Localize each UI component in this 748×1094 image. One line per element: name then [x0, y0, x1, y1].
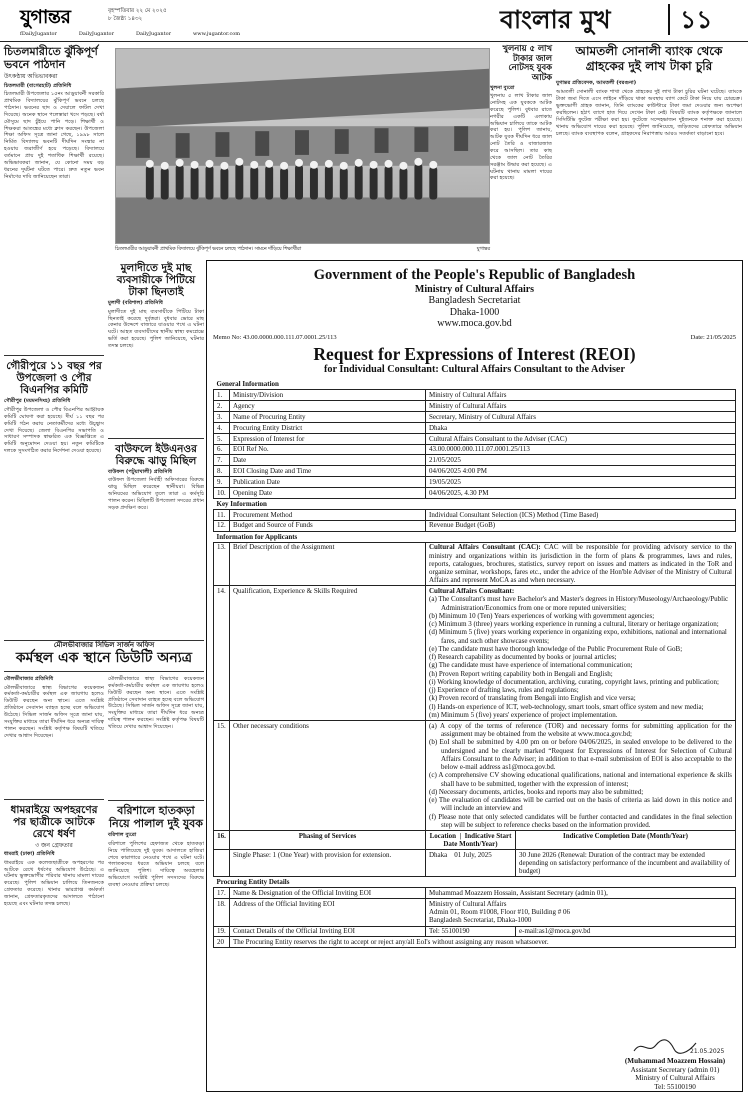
key-info-rows — [214, 509, 736, 531]
headline: মুলাদীতে দুই মাছ ব্যবসায়ীকে পিটিয়ে টাকা ছিনতাই — [116, 262, 196, 299]
list-item: (f) Please note that only selected candidates will be further contacted and candidates in the final selection step will be subject to reference checks based on the information provided. — [429, 812, 732, 829]
row-value: Dhaka — [426, 422, 736, 433]
article-bank-headline: আমতলী সোনালী ব্যাংক থেকে গ্রাহকের দুই লাখ টাকা চুরি — [575, 44, 723, 73]
list-item: (c) A comprehensive CV showing educational qualifications, national and international experience & skills shall have to be submitted, together with the expression of interest; — [429, 771, 732, 788]
photo-caption — [115, 247, 490, 253]
date-line-2: ৮ জৈষ্ঠ্য ১৪৩২ — [108, 15, 143, 22]
signatory-office: Ministry of Cultural Affairs — [635, 1074, 715, 1083]
row-label: Expression of Interest for — [230, 433, 426, 444]
row-value: Secretary, Ministry of Cultural Affairs — [426, 412, 736, 423]
notice-header — [213, 267, 736, 330]
row-label: Name of Procuring Entity — [230, 412, 426, 423]
row-number: 5. — [214, 433, 230, 444]
row-label: EOI Ref No. — [230, 444, 426, 455]
article-body: আমতলী সোনালী ব্যাংক শাখা থেকে গ্রাহকের দুই লাখ টাকা চুরির ঘটনা ঘটেছে। ব্যাংকে টাকা জমা দিতে এসে লাইনে দাঁড়িয়ে থাকা অবস্থায় ব্যাগ কেটে টাকা নিয়ে যায় চোরচক্র। ভুক্তভোগী গ্রাহক জানান, তিনি ব্যাংকের কাউন্টারে টাকা জমা দেওয়ার জন্য অপেক্ষা করছিলেন। হঠাৎ ব্যাগে হাত দিয়ে দেখেন টাকা নেই। বিষয়টি ব্যাংক কর্তৃপক্ষকে জানালে সিসিটিভি ফুটেজ পরীক্ষা করা হয়। ফুটেজে সন্দেহভাজন দুইজনকে শনাক্ত করা হয়েছে। থানায় অভিযোগ দায়ের করা হয়েছে। পুলিশ জানিয়েছে, জড়িতদের গ্রেফতারে অভিযান চলছে। ব্যাংক ব্যবস্থাপক বলেন, গ্রাহকদের নিরাপত্তায় আরও সতর্কতা বাড়ানো হবে। — [556, 89, 742, 138]
list-item: (j) Experience of drafting laws, rules and regulations; — [429, 686, 579, 695]
row-label: The Procuring Entity reserves the right to accept or reject any/all EoI's without assigning any reason whatsoever. — [230, 937, 736, 948]
byline: গৌরীপুর (ময়মনসিংহ) প্রতিনিধি — [4, 398, 71, 405]
headline: গৌরীপুরে ১১ বছর পর উপজেলা ও পৌর বিএনপির কমিটি — [6, 360, 102, 397]
article-muladi-fish-traders — [108, 262, 204, 434]
table-row — [214, 422, 736, 433]
article-body-continued: মৌলভীবাজারে স্বাস্থ্য বিভাগের কয়েকজন কর্মকর্তা-কর্মচারীর কর্মস্থল এক জায়গায় হলেও ডিউটি করছেন অন্য স্থানে। এতে সংশ্লিষ্ট প্রতিষ্ঠানে সেবাদান ব্যাহত হচ্ছে বলে অভিযোগ উঠেছে। সিভিল সার্জন অফিস সূত্রে জানা যায়, সংযুক্তির মাধ্যমে তারা দীর্ঘদিন ধরে অন্যত্র দায়িত্ব পালন করছেন। সংশ্লিষ্ট কর্তৃপক্ষ বিষয়টি খতিয়ে দেখার আশ্বাস দিয়েছেন। — [108, 676, 204, 731]
row-value: 04/06/2025, 4.30 PM — [426, 487, 736, 498]
memo-row — [213, 334, 736, 342]
school-photo-image — [116, 49, 489, 243]
headline: বাউফলে ইউএনওর বিরুদ্ধে ঝাড়ু মিছিল — [115, 442, 197, 467]
section-title: বাংলার মুখ — [500, 5, 611, 34]
row-value: 43.00.0000.000.111.07.0001.25/113 — [426, 444, 736, 455]
table-row — [214, 937, 736, 948]
list-item: (d) Minimum 5 (five) years working experience in organizing expo, exhibitions, national and international fares, and such other showcase events; — [429, 628, 727, 645]
social-links — [20, 31, 450, 37]
table-row — [214, 888, 736, 899]
table-row — [214, 433, 736, 444]
qualification-list — [429, 595, 732, 719]
table-row — [214, 390, 736, 401]
row-label: Agency — [230, 401, 426, 412]
reoi-notice — [206, 260, 743, 1092]
lower-left-column — [4, 676, 104, 1090]
list-item: (l) Hands-on experience of ICT, web-technology, smart tools, smart office system and new media; — [429, 702, 704, 711]
facebook-link[interactable]: fDailyJugantor — [20, 31, 57, 37]
headline: বরিশালে হাতকড়া নিয়ে পালাল দুই যুবক — [109, 804, 203, 830]
list-item: (m) Minimum 5 (five) years' experience of project implementation. — [429, 710, 618, 719]
notice-date: Date: 21/05/2025 — [690, 333, 736, 341]
memo-number: Memo No: 43.00.0000.000.111.07.0001.25/113 — [213, 333, 337, 341]
signatory-designation: Assistant Secretary (admin 01) — [630, 1065, 720, 1074]
byline: যুগান্তর প্রতিবেদক, আমতলী (বরগুনা) — [556, 80, 637, 86]
signature-icon — [630, 1037, 725, 1057]
row-value: Ministry of Cultural Affairs — [426, 390, 736, 401]
row-number: 18. — [214, 899, 230, 926]
row-value: 21/05/2025 — [426, 455, 736, 466]
list-item: (k) Proven record of translating from Bengali into English and vice versa; — [429, 694, 636, 703]
list-item: (i) Working knowledge of documentation, archiving, curating, copyright laws, printing and publication; — [429, 677, 719, 686]
notice-subtitle: for Individual Consultant: Cultural Affairs Consultant to the Adviser — [324, 364, 625, 376]
row-number: 8. — [214, 466, 230, 477]
row-label: Budget and Source of Funds — [230, 520, 426, 531]
byline: চিতলমারী (বাগেরহাট) প্রতিনিধি — [4, 82, 72, 89]
row-number: 4. — [214, 422, 230, 433]
table-row — [214, 466, 736, 477]
list-item: (c) Minimum 3 (three) years working experience in running a cultural, literary or heritage organization; — [429, 620, 719, 629]
instagram-link[interactable]: DailyJugantor — [135, 31, 172, 37]
byline: খুলনা ব্যুরো — [490, 84, 515, 91]
article-body: বাউফল উপজেলা নির্বাহী অফিসারের বিরুদ্ধে ঝাড়ু মিছিল করেছেন স্থানীয়রা। বিভিন্ন অনিয়মের অভিযোগ তুলে তারা এ কর্মসূচি পালন করেন। মিছিলটি উপজেলা সদরের প্রধান সড়ক প্রদক্ষিণ করে। — [108, 477, 204, 511]
table-row — [214, 520, 736, 531]
article-body: ধামরাইয়ে এক কলেজছাত্রীকে অপহরণের পর আটকে রেখে ধর্ষণের অভিযোগ উঠেছে। এ ঘটনায় ভুক্তভোগীর পরিবার থানায় মামলা দায়ের করেছে। পুলিশ অভিযান চালিয়ে তিনজনকে গ্রেফতার করেছে। থানার ভারপ্রাপ্ত কর্মকর্তা জানান, গ্রেফতারকৃতদের আদালতে পাঠানো হয়েছে এবং ঘটনার তদন্ত চলছে। — [4, 859, 104, 907]
table-row — [214, 455, 736, 466]
row-number: 9. — [214, 477, 230, 488]
byline: মুলাদী (বরিশাল) প্রতিনিধি — [108, 300, 163, 307]
reoi-table — [213, 379, 736, 948]
row-number: 11. — [214, 509, 230, 520]
newspaper-logo: যুগান্তর — [20, 6, 71, 28]
row-number: 7. — [214, 455, 230, 466]
list-item: (b) Minimum 10 (Ten) Years experiences of working with government agencies; — [429, 611, 655, 620]
condition-list — [429, 722, 732, 829]
row-label: EOI Closing Date and Time — [230, 466, 426, 477]
row-number: 17. — [214, 888, 230, 899]
row-number: 6. — [214, 444, 230, 455]
table-row — [214, 444, 736, 455]
byline: মৌলভীবাজার প্রতিনিধি — [4, 676, 54, 682]
government-name: Government of the People's Republic of Bangladesh — [313, 267, 636, 283]
row-label: Opening Date — [230, 487, 426, 498]
row-label: Name & Designation of the Official Inviting EOI — [230, 888, 426, 899]
table-row — [214, 899, 736, 926]
byline: বাউফল (পটুয়াখালী) প্রতিনিধি — [108, 468, 172, 475]
row-number: 1. — [214, 390, 230, 401]
list-item: (a) The Consultant's must have Bachelor's and Master's degrees in History/Museology/Archaeology/Public Administration/Economics from one or more reputed universities; — [429, 595, 729, 612]
article-body: গৌরীপুর উপজেলা ও পৌর বিএনপির আহ্বায়ক কমিটি ঘোষণা করা হয়েছে। দীর্ঘ ১১ বছর পর কমিটি গঠন করায় নেতাকর্মীদের মধ্যে উচ্ছ্বাস দেখা দিয়েছে। জেলা বিএনপির সভাপতি ও সাধারণ সম্পাদক স্বাক্ষরিত এক বিজ্ঞপ্তিতে এ কমিটি অনুমোদন দেওয়া হয়। নতুন কমিটিকে দলকে সুসংগঠিত করার নির্দেশনা দেওয়া হয়েছে। — [4, 406, 104, 455]
subhead: ৩ জন গ্রেফতার — [35, 841, 73, 849]
article-body: মুলাদীতে দুই মাছ ব্যবসায়ীকে পিটিয়ে টাকা ছিনতাই করেছে দুর্বৃত্তরা। বুধবার ভোরে মাছ কেনার উদ্দেশে বাজারে যাওয়ার পথে এ ঘটনা ঘটে। আহত ব্যবসায়ীদের স্থানীয় স্বাস্থ্য কমপ্লেক্সে ভর্তি করা হয়েছে। পুলিশ জানিয়েছে, ঘটনার তদন্ত চলছে। — [108, 308, 204, 349]
headline: চিতলমারীতে ঝুঁকিপূর্ণ ভবনে পাঠদান — [4, 45, 98, 71]
table-row-14: 14. Qualification, Experience & Skills Required Cultural Affairs Consultant: (a) The Consultant's must have Bachelor's and Master's degrees in History/Museology/Archaeology/Public Administration/Economics from one or more reputed universities; (b) Minimum 10 (Ten) Years experiences of working with government agencies; (c) Minimum 3 (three) years working experience in running a cultural, literary or heritage organization; (d) Minimum 5 (five) years working experience in organizing expo, exhibitions, national and international fares, and such other showcase events; (e) The candidate must have thorough knowledge of the Public Procurement Rule of GoB; (f) Research capability as documented by books or journal articles; (g) The candidate must have experience of international communication; (h) Proven Report writing capability both in Bengali and English; (i) Working knowledge of documentation, archiving, curating, copyright laws, printing and publication; (j) Experience of drafting laws, rules and regulations; (k) Proven record of translating from Bengali into English and vice versa; (l) Hands-on experience of ICT, web-technology, smart tools, smart office system and new media; (m) Minimum 5 (five) years' experience of project implementation. — [214, 586, 736, 721]
row-label: Date — [230, 455, 426, 466]
article-body: বরিশালে পুলিশের হেফাজত থেকে হাতকড়া নিয়ে পালিয়েছে দুই যুবক। আদালতে হাজিরা শেষে কারাগারে নেওয়ার পথে এ ঘটনা ঘটে। পলাতকদের ধরতে অভিযান চলছে বলে জানিয়েছে পুলিশ। দায়িত্বে অবহেলার অভিযোগে সংশ্লিষ্ট পুলিশ সদস্যদের বিরুদ্ধে ব্যবস্থা নেওয়ার প্রক্রিয়া চলছে। — [108, 840, 204, 888]
photo-credit: যুগান্তর — [476, 247, 490, 252]
article-gouripur — [4, 360, 104, 607]
article-moulvibazar — [4, 676, 104, 795]
section-heading: Key Information — [216, 499, 267, 508]
table-row — [214, 477, 736, 488]
assignment-description: Cultural Affairs Consultant (CAC): CAC will be responsible for providing advisory service to the ministry and organizations within its jurisdiction in the form of plans & programmes, laws and rules, reports, catalogues, brochures, statistics, survey report on issues and matters as indicated in the ToR and organize seminar, workshops, fares etc., under the advice of the Hon'ble Adviser of the Ministry of Cultural Affairs and represent MoCA as and when necessary. — [426, 542, 736, 586]
row-value: 04/06/2025 4:00 PM — [426, 466, 736, 477]
notice-title: Request for Expressions of Interest (REOI) — [313, 343, 636, 364]
twitter-link[interactable]: DailyJugantor — [78, 31, 114, 37]
website-link[interactable]: www.jugantor.com — [193, 31, 241, 37]
row-value: Cultural Affairs Consultant to the Adviser (CAC) — [426, 433, 736, 444]
table-row-16: Single Phase: 1 (One Year) with provision for extension. Dhaka 01 July, 2025 30 June 2026 (Renewal: Duration of the contract may be extended depending on satisfactory performance of the incumbent and availability of budget) — [214, 849, 736, 876]
list-item: (a) A copy of the terms of reference (TOR) and necessary forms for submitting application for the assignment may be obtained from the website at www.moca.gov.bd; — [429, 721, 732, 739]
list-item: (g) The candidate must have experience of international communication; — [429, 661, 633, 670]
row-number: 12. — [214, 520, 230, 531]
moulvibazar-banner — [4, 640, 204, 672]
list-item: (h) Proven Report writing capability both in Bengali and English; — [429, 669, 613, 678]
lower-mid-column — [108, 676, 204, 1090]
table-row — [214, 412, 736, 423]
row-value: Revenue Budget (GoB) — [426, 520, 736, 531]
signature-scribble — [611, 1037, 739, 1057]
subhead: উৎকণ্ঠায় অভিভাবকরা — [4, 73, 58, 81]
divider — [4, 355, 104, 356]
article-bank — [556, 80, 742, 260]
table-row — [214, 487, 736, 498]
left-column — [4, 46, 104, 636]
table-row-13: 13. Brief Description of the Assignment Cultural Affairs Consultant (CAC): CAC will be responsible for providing advisory service to the ministry and organizations within its jurisdiction in the form of plans & programmes, laws and rules, reports, catalogues, brochures, statistics, survey report on issues and matters as indicated in the ToR and organize seminar, workshops, fares etc., under the advice of the Hon'ble Adviser of the Ministry of Cultural Affairs and represent MoCA as and when necessary. — [214, 542, 736, 586]
masthead — [0, 0, 748, 42]
signatory-name: (Muhammad Moazzem Hossain) — [624, 1057, 726, 1065]
row-number: 2. — [214, 401, 230, 412]
website[interactable]: www.moca.gov.bd — [437, 318, 512, 330]
secretariat: Bangladesh Secretariat — [428, 295, 521, 307]
article-body: মৌলভীবাজারে স্বাস্থ্য বিভাগের কয়েকজন কর্মকর্তা-কর্মচারীর কর্মস্থল এক জায়গায় হলেও ডিউটি করছেন অন্য স্থানে। এতে সংশ্লিষ্ট প্রতিষ্ঠানে সেবাদান ব্যাহত হচ্ছে বলে অভিযোগ উঠেছে। সিভিল সার্জন অফিস সূত্রে জানা যায়, সংযুক্তির মাধ্যমে তারা দীর্ঘদিন ধরে অন্যত্র দায়িত্ব পালন করছেন। সংশ্লিষ্ট কর্তৃপক্ষ বিষয়টি খতিয়ে দেখার আশ্বাস দিয়েছেন। — [4, 684, 104, 739]
row-value: 19/05/2025 — [426, 477, 736, 488]
row-label: Ministry/Division — [230, 390, 426, 401]
banner-line-1: মৌলভীবাজার সিভিল সার্জন অফিস — [53, 640, 155, 649]
list-item: (b) EoI shall be submitted by 4.00 pm on or before 04/06/2025, in sealed envelope to be delivered to the undersigned and be clearly marked “Request for Expressions of Interest for Selection of Cultural Affairs Consultant to the Adviser; in addition to that e-mail submission of EOI is also acceptable to the below e-mail address as1@moca.gov.bd. — [429, 738, 732, 772]
procuring-rows — [214, 888, 736, 948]
article-body: খুলনায় ৫ লাখ টাকার জাল নোটসহ এক যুবককে আটক করেছে পুলিশ। বুধবার রাতে নগরীর একটি এলাকায় অভিযান চালিয়ে তাকে আটক করা হয়। পুলিশ জানায়, আটক যুবক দীর্ঘদিন ধরে জাল নোট তৈরি ও বাজারজাত করে আসছিল। তার কাছ থেকে জাল নোট তৈরির সরঞ্জাম উদ্ধার করা হয়েছে। এ ঘটনায় থানায় মামলা দায়ের করা হয়েছে। — [490, 93, 552, 182]
caption-text: চিতলমারীর আড়ুয়াবর্নী প্রাথমিক বিদ্যালয়ে ঝুঁকিপূর্ণ ভবনে চলছে পাঠদান। সামনে দাঁড়িয়ে শিক্ষার্থীরা — [115, 247, 302, 252]
list-item: (e) The candidate must have thorough knowledge of the Public Procurement Rule of GoB; — [429, 644, 683, 653]
row-value: Ministry of Cultural Affairs Admin 01, Room #1008, Floor #10, Building # 06 Bangladesh Secretariat, Dhaka-1000 — [426, 899, 736, 926]
banner-line-2: কর্মস্থল এক স্থানে ডিউটি অন্যত্র — [15, 649, 193, 666]
table-row — [214, 509, 736, 520]
byline: বরিশাল ব্যুরো — [108, 832, 137, 839]
city: Dhaka-1000 — [449, 306, 500, 318]
row-value: Individual Consultant Selection (ICS) Method (Time Based) — [426, 509, 736, 520]
table-row-16-header: 16. Phasing of Services Location | Indicative Start Date Month/Year) Indicative Completion Date (Month/Year) — [214, 830, 736, 849]
news-photo-school — [115, 48, 490, 244]
ministry-name: Ministry of Cultural Affairs — [414, 283, 535, 295]
list-item: (e) The evaluation of candidates will be carried out on the basis of criteria as laid down in this notice and will include an interview and — [429, 796, 732, 813]
article-khulna — [490, 44, 552, 256]
general-info-rows — [214, 390, 736, 498]
mid-column — [108, 262, 204, 642]
signatory-tel: Tel: 55100190 — [654, 1082, 696, 1091]
list-item: (f) Research capability as documented by books or journal articles; — [429, 653, 617, 662]
row-value-email[interactable]: e-mail:as1@moca.gov.bd — [516, 926, 736, 937]
row-label: Procurement Method — [230, 509, 426, 520]
divider — [4, 799, 104, 800]
row-number: 20 — [214, 937, 230, 948]
date-line-1: বৃহস্পতিবার ২২ মে ২০২৫ — [108, 8, 167, 14]
section-heading: Procuring Entity Details — [216, 878, 290, 887]
row-label: Address of the Official Inviting EOI — [230, 899, 426, 926]
article-chitalmari — [4, 46, 104, 351]
byline: ধামরাই (ঢাকা) প্রতিনিধি — [4, 851, 55, 858]
row-label: Contact Details of the Official Inviting EOI — [230, 926, 426, 937]
table-row — [214, 926, 736, 937]
headline: খুলনায় ৫ লাখ টাকার জাল নোটসহ যুবক আটক — [502, 43, 552, 82]
table-row-15: 15. Other necessary conditions (a) A copy of the terms of reference (TOR) and necessary forms for submitting application for the assignment may be obtained from the website at www.moca.gov.bd; (b) EoI shall be submitted by 4.00 pm on or before 04/06/2025, in sealed envelope to be delivered to the undersigned and be clearly marked “Request for Expressions of Interest for Selection of Cultural Affairs Consultant to the Adviser; in addition to that e-mail submission of EOI is also acceptable to the below e-mail address as1@moca.gov.bd. (c) A comprehensive CV showing educational qualifications, national and international experience & skills shall have to be submitted, together with the expression of interest; (d) Necessary documents, articles, books and reports may also be submitted; (e) The evaluation of candidates will be carried out on the basis of criteria as laid down in this notice and will include an interview and (f) Please note that only selected candidates will be further contacted and candidates in the final selection step will be subject to reference checks based on the information provided. — [214, 720, 736, 830]
row-number: 3. — [214, 412, 230, 423]
section-heading: Information for Applicants — [216, 532, 298, 541]
signature-date: 21.05.2025 — [690, 1048, 725, 1055]
row-number: 10. — [214, 487, 230, 498]
qualifications: Cultural Affairs Consultant: (a) The Consultant's must have Bachelor's and Master's degrees in History/Museology/Archaeology/Public Administration/Economics from one or more reputed universities; (b) Minimum 10 (Ten) Years experiences of working with government agencies; (c) Minimum 3 (three) years working experience in running a cultural, literary or heritage organization; (d) Minimum 5 (five) years working experience in organizing expo, exhibitions, national and international fares, and such other showcase events; (e) The candidate must have thorough knowledge of the Public Procurement Rule of GoB; (f) Research capability as documented by books or journal articles; (g) The candidate must have experience of international communication; (h) Proven Report writing capability both in Bengali and English; (i) Working knowledge of documentation, archiving, curating, copyright laws, printing and publication; (j) Experience of drafting laws, rules and regulations; (k) Proven record of translating from Bengali into English and vice versa; (l) Hands-on experience of ICT, web-technology, smart tools, smart office system and new media; (m) Minimum 5 (five) years' experience of project implementation. — [426, 586, 736, 721]
page-number: ১১ — [668, 4, 712, 35]
article-barishal — [108, 805, 204, 1041]
row-value: Tel: 55100190 — [426, 926, 516, 937]
article-dhamrai — [4, 804, 104, 1060]
row-value: Muhammad Moazzem Hossain, Assistant Secretary (admin 01), — [426, 888, 736, 899]
article-bauphal — [108, 443, 204, 618]
issue-date — [108, 8, 167, 23]
row-value: Ministry of Cultural Affairs — [426, 401, 736, 412]
row-label: Publication Date — [230, 477, 426, 488]
divider — [108, 800, 204, 801]
headline: ধামরাইয়ে অপহরণের পর ছাত্রীকে আটকে রেখে ধর্ষণ — [10, 803, 98, 840]
row-number: 19. — [214, 926, 230, 937]
divider — [108, 438, 204, 439]
section-heading: General Information — [216, 380, 279, 389]
list-item: (d) Necessary documents, articles, books and reports may also be submitted; — [429, 787, 644, 796]
table-row — [214, 401, 736, 412]
article-body: চিতলমারী উপজেলার ১৫নং আড়ুয়াবর্নী সরকারি প্রাথমিক বিদ্যালয়ের ঝুঁকিপূর্ণ ভবনে চলছে পাঠদান। ভবনের ছাদ ও দেয়ালে ফাটল দেখা দিয়েছে। অনেক স্থানে পলেস্তারা খসে পড়ছে। বর্ষা মৌসুমে ছাদ চুঁইয়ে পানি পড়ে। শিক্ষার্থী ও শিক্ষকরা আতঙ্কের মধ্যে ক্লাস করছেন। উপজেলা শিক্ষা অফিস সূত্রে জানা গেছে, ১৯৯৮ সালে নির্মিত বিদ্যালয় ভবনটি দীর্ঘদিন সংস্কার না হওয়ায় জরাজীর্ণ হয়ে পড়েছে। বিদ্যালয়ে বর্তমানে প্রায় দুই শতাধিক শিক্ষার্থী রয়েছে। অভিভাবকরা জানান, যে কোনো সময় বড় ধরনের দুর্ঘটনা ঘটতে পারে। দ্রুত নতুন ভবন নির্মাণের দাবি জানিয়েছেন তারা। — [4, 91, 104, 180]
row-label: Procuring Entity District — [230, 422, 426, 433]
other-conditions — [426, 720, 736, 830]
signature-block — [611, 1037, 739, 1092]
